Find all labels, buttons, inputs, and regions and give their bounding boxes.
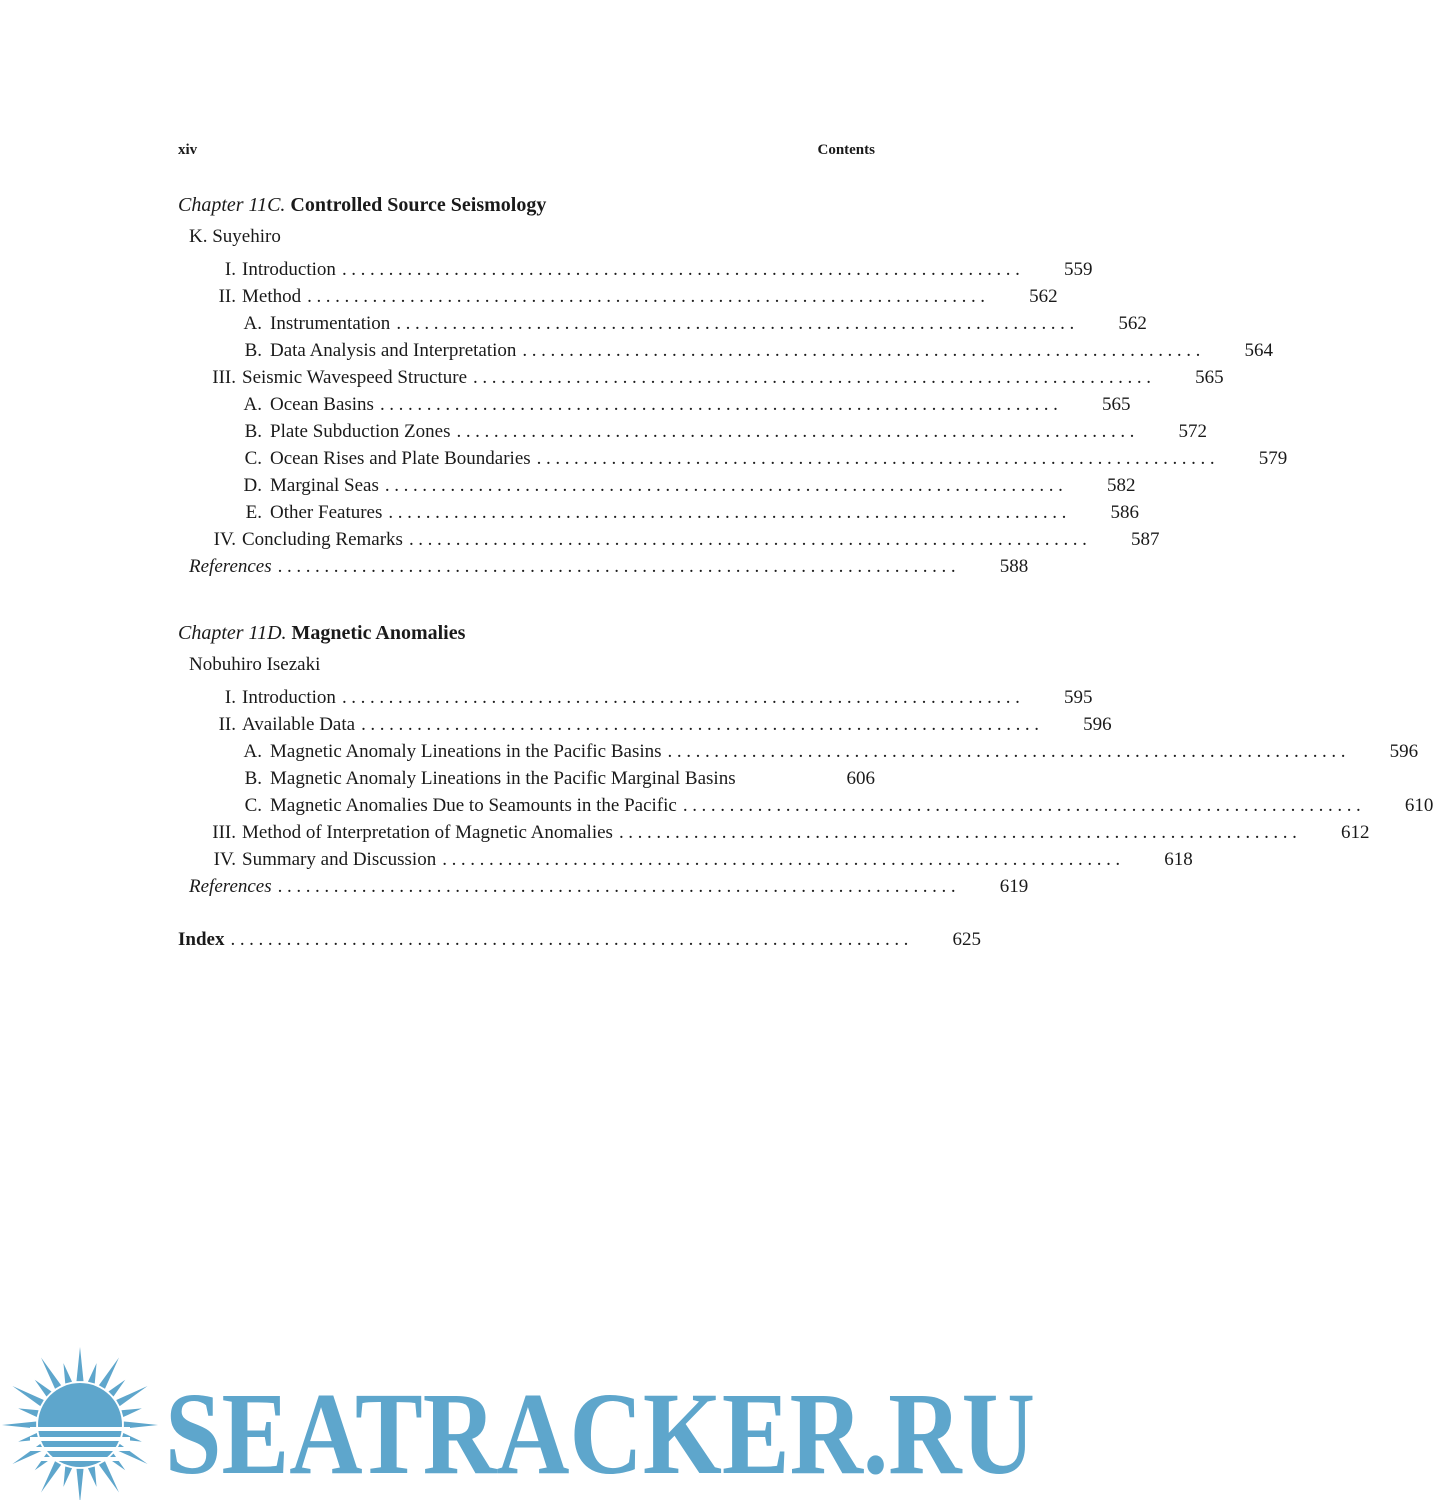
toc-entry[interactable]	[178, 256, 1093, 283]
entry-page: 586	[1110, 502, 1139, 523]
entry-number: B.	[244, 768, 262, 789]
entry-page: 582	[1106, 475, 1136, 496]
entry-number: C.	[244, 795, 262, 816]
entry-page: 579	[1258, 448, 1288, 469]
entry-title: Ocean Rises and Plate Boundaries	[270, 448, 531, 469]
toc-entry[interactable]	[178, 819, 1370, 846]
entry-page: 562	[1118, 313, 1147, 334]
entry-title: References	[189, 556, 272, 577]
dot-leader: .........................................................................	[473, 367, 1156, 388]
sun-icon	[2, 1347, 158, 1500]
entry-title: Other Features	[270, 502, 383, 523]
dot-leader: .........................................................................	[379, 394, 1063, 415]
entry-page: 596	[1389, 741, 1419, 762]
entry-title: Instrumentation	[270, 313, 391, 334]
toc-entry[interactable]	[178, 765, 875, 792]
chapter-label: Chapter 11C.	[178, 194, 286, 216]
entry-page: 559	[1064, 259, 1093, 280]
dot-leader: .........................................................................	[307, 286, 990, 307]
watermark-text: SEATRACKER.RU	[165, 1368, 1035, 1499]
toc-entry-references[interactable]	[178, 553, 1029, 580]
entry-number: A.	[243, 394, 262, 415]
chapter-author: Nobuhiro Isezaki	[189, 654, 321, 675]
entry-title: Method	[242, 286, 302, 307]
entry-number: II.	[218, 714, 236, 735]
chapter-title: Magnetic Anomalies	[291, 622, 466, 644]
entry-number: B.	[244, 340, 262, 361]
entry-page: 565	[1195, 367, 1224, 388]
chapter-heading	[178, 620, 875, 646]
entry-number: A.	[243, 741, 262, 762]
dot-leader: .........................................................................	[341, 259, 1025, 280]
entry-title: Data Analysis and Interpretation	[270, 340, 517, 361]
toc-entry[interactable]	[178, 337, 1273, 364]
toc-entry[interactable]	[178, 283, 1058, 310]
dot-leader: .........................................................................	[384, 475, 1068, 496]
toc-entry[interactable]	[178, 391, 1131, 418]
entry-page: 564	[1244, 340, 1273, 361]
running-head	[178, 142, 875, 159]
entry-page: 588	[999, 556, 1029, 577]
dot-leader: .........................................................................	[388, 502, 1071, 523]
entry-title: Magnetic Anomaly Lineations in the Pacific Marginal Basins	[270, 768, 736, 789]
toc-entry-references[interactable]	[178, 873, 1029, 900]
toc-entry[interactable]	[178, 499, 1139, 526]
dot-leader: .........................................................................	[442, 849, 1125, 870]
entry-title: Summary and Discussion	[242, 849, 437, 870]
toc-entry[interactable]	[178, 738, 1419, 765]
entry-title: Marginal Seas	[270, 475, 379, 496]
entry-number: I.	[224, 687, 236, 708]
entry-number: III.	[212, 822, 236, 843]
toc-entry[interactable]	[178, 792, 1433, 819]
entry-number: IV.	[213, 849, 236, 870]
entry-page: 562	[1029, 286, 1058, 307]
chapter-11c	[178, 192, 1288, 580]
toc-entry[interactable]	[178, 526, 1160, 553]
toc-entry[interactable]	[178, 684, 1093, 711]
dot-leader: .........................................................................	[408, 529, 1092, 550]
dot-leader: .........................................................................	[456, 421, 1140, 442]
dot-leader: .........................................................................	[341, 687, 1025, 708]
toc-entry[interactable]	[178, 418, 1208, 445]
entry-number: A.	[243, 313, 262, 334]
entry-page: 595	[1064, 687, 1093, 708]
entry-page: 610	[1404, 795, 1433, 816]
watermark-logo	[0, 1345, 1050, 1500]
toc-entry[interactable]	[178, 846, 1193, 873]
entry-page: 572	[1178, 421, 1208, 442]
entry-title: Seismic Wavespeed Structure	[242, 367, 468, 388]
dot-leader: .........................................................................	[522, 340, 1205, 361]
index-label: Index	[178, 929, 225, 950]
entry-title: Method of Interpretation of Magnetic Anomalies	[242, 822, 613, 843]
entry-title: Concluding Remarks	[242, 529, 403, 550]
dot-leader: .........................................................................	[667, 741, 1351, 762]
chapter-author: K. Suyehiro	[189, 226, 281, 247]
dot-leader: .........................................................................	[230, 929, 914, 950]
dot-leader: .........................................................................	[277, 556, 961, 577]
entry-number: B.	[244, 421, 262, 442]
toc-list	[178, 256, 1288, 580]
dot-leader: .........................................................................	[361, 714, 1044, 735]
entry-number: D.	[243, 475, 262, 496]
toc-entry-index[interactable]	[178, 926, 982, 953]
entry-title: Plate Subduction Zones	[270, 421, 451, 442]
entry-number: I.	[224, 259, 236, 280]
entry-page: 619	[999, 876, 1029, 897]
toc-entry[interactable]	[178, 472, 1136, 499]
toc-entry[interactable]	[178, 445, 1288, 472]
entry-title: Available Data	[242, 714, 356, 735]
toc-list	[178, 684, 1433, 900]
dot-leader: .........................................................................	[396, 313, 1079, 334]
entry-title: Magnetic Anomalies Due to Seamounts in the Pacific	[270, 795, 677, 816]
toc-entry[interactable]	[178, 310, 1147, 337]
dot-leader: .........................................................................	[536, 448, 1220, 469]
chapter-title: Controlled Source Seismology	[290, 194, 547, 216]
chapter-label: Chapter 11D.	[178, 622, 287, 644]
entry-page: 606	[846, 768, 875, 789]
entry-page: 587	[1131, 529, 1160, 550]
chapter-heading	[178, 192, 875, 218]
entry-number: II.	[218, 286, 236, 307]
chapter-11d	[178, 620, 1433, 900]
entry-page: 596	[1083, 714, 1112, 735]
running-title: Contents	[817, 142, 875, 158]
dot-leader: .........................................................................	[618, 822, 1302, 843]
entry-title: References	[189, 876, 272, 897]
entry-number: C.	[244, 448, 262, 469]
entry-page: 612	[1341, 822, 1370, 843]
page-number-roman: xiv	[178, 142, 198, 158]
entry-title: Introduction	[242, 259, 336, 280]
entry-number: IV.	[213, 529, 236, 550]
toc-entry[interactable]	[178, 364, 1224, 391]
toc-entry[interactable]	[178, 711, 1112, 738]
index-page: 625	[952, 929, 982, 950]
dot-leader: .........................................................................	[682, 795, 1366, 816]
entry-page: 565	[1102, 394, 1131, 415]
entry-number: E.	[245, 502, 262, 523]
entry-title: Magnetic Anomaly Lineations in the Pacific Basins	[270, 741, 662, 762]
entry-title: Introduction	[242, 687, 336, 708]
entry-title: Ocean Basins	[270, 394, 374, 415]
dot-leader: .........................................................................	[277, 876, 961, 897]
entry-page: 618	[1164, 849, 1193, 870]
entry-number: III.	[212, 367, 236, 388]
